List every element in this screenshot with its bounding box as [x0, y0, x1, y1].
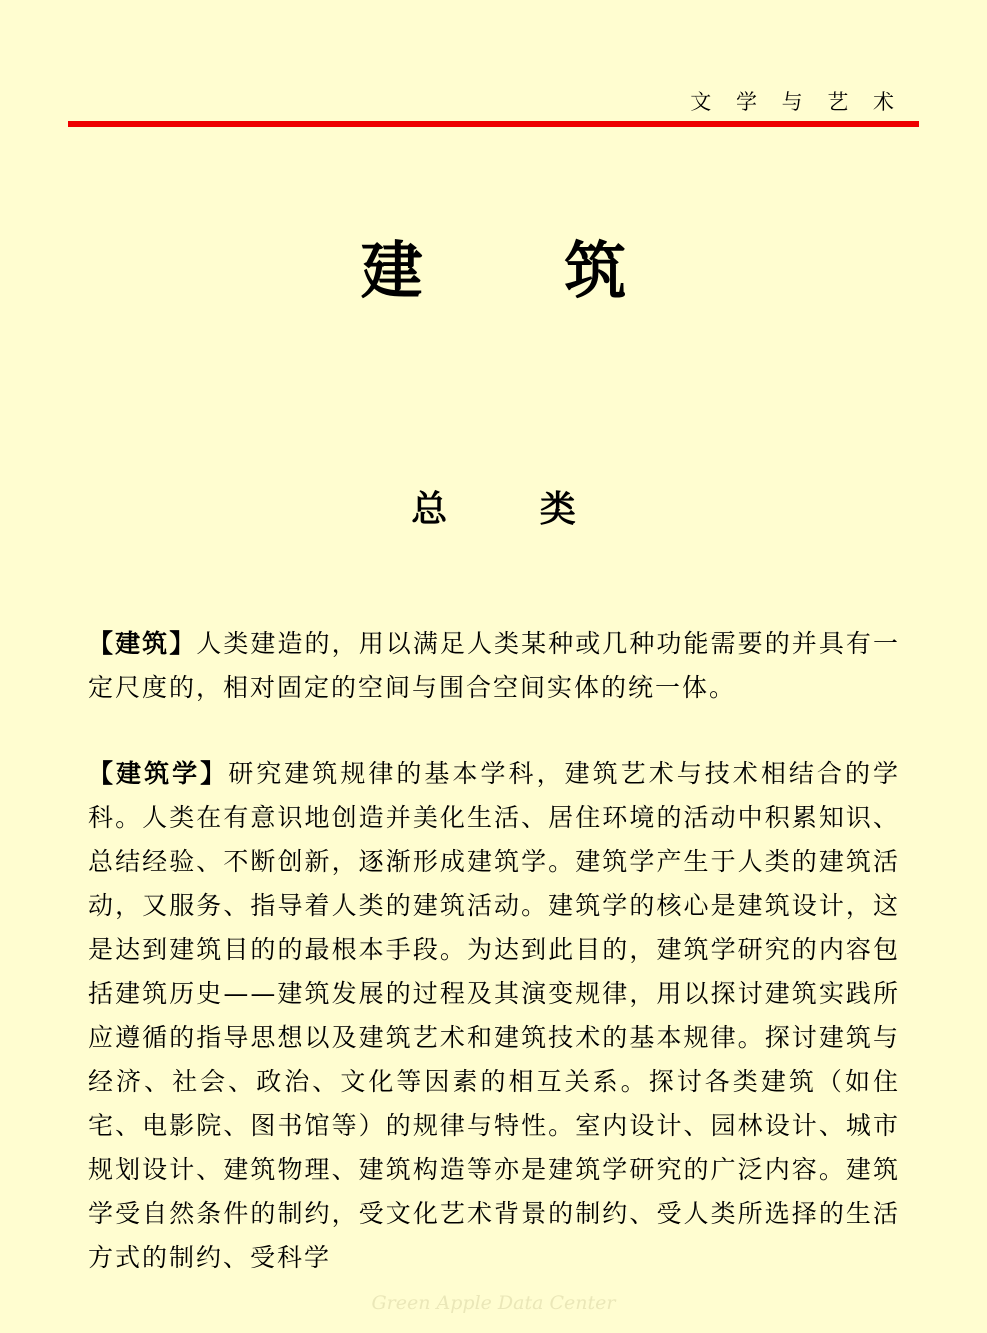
entry-term: 【建筑学】	[88, 759, 229, 788]
entry-definition: 研究建筑规律的基本学科，建筑艺术与技术相结合的学科。人类在有意识地创造并美化生活、居住环境的活动中积累知识、总结经验、不断创新，逐渐形成建筑学。建筑学产生于人类的建筑活动，又服务、指导着人类的建筑活动。建筑学的核心是建筑设计，这是达到建筑目的的最根本手段。为达到此目的，建筑学研究的内容包括建筑历史——建筑发展的过程及其演变规律，用以探讨建筑实践所应遵循的指导思想以及建筑艺术和建筑技术的基本规律。探讨建筑与经济、社会、政治、文化等因素的相互关系。探讨各类建筑（如住宅、电影院、图书馆等）的规律与特性。室内设计、园林设计、城市规划设计、建筑物理、建筑构造等亦是建筑学研究的广泛内容。建筑学受自然条件的制约，受文化艺术背景的制约、受人类所选择的生活方式的制约、受科学	[88, 759, 900, 1272]
chapter-title: 建 筑	[360, 234, 627, 307]
entry-jianzhuxue	[88, 752, 900, 1280]
body-text	[88, 622, 900, 1322]
header-rule	[68, 121, 919, 127]
section-title: 总 类	[411, 489, 576, 530]
running-header: 文 学 与 艺 术	[690, 90, 903, 114]
entry-jianzhu	[88, 622, 900, 710]
entry-term: 【建筑】	[88, 629, 197, 658]
entry-definition: 人类建造的，用以满足人类某种或几种功能需要的并具有一定尺度的，相对固定的空间与围合空间实体的统一体。	[88, 629, 900, 702]
watermark: Green Apple Data Center	[371, 1292, 616, 1314]
